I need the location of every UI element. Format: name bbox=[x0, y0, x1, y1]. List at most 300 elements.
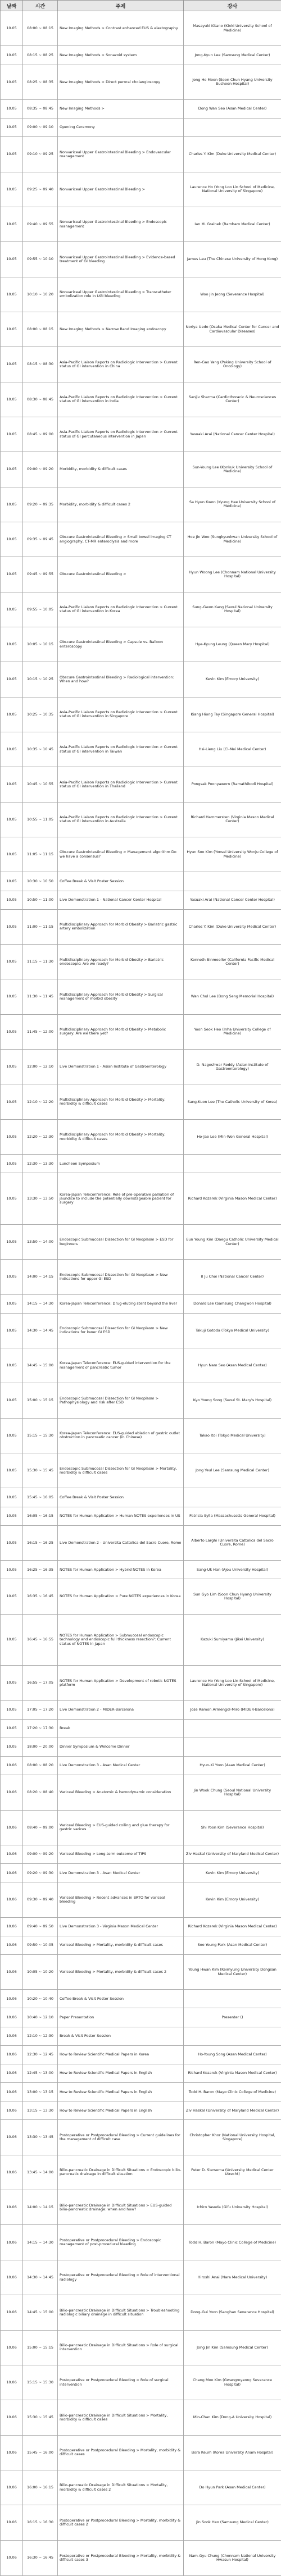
table-row bbox=[1, 891, 281, 909]
topic-cell: Live Demonstration 1 - National Cancer Center Hospital bbox=[58, 891, 184, 909]
speaker-cell: Chang Moo Kim (Gwangmyeong Severance Hospital) bbox=[184, 2365, 281, 2400]
topic-cell: Asia-Pacific Liaison Reports on Radiologic Intervention > Current status of GI intervention in Singapore bbox=[58, 697, 184, 732]
time-cell: 11:45 ~ 12:00 bbox=[23, 1014, 58, 1049]
time-cell: 08:00 ~ 08:15 bbox=[23, 11, 58, 46]
topic-cell: Korea-Japan Teleconference: Role of pre-operative palliation of jaundice to include the potentially downstageable patient for surgery bbox=[58, 1173, 184, 1225]
table-row bbox=[1, 417, 281, 452]
speaker-cell: Jong-Kyun Lee (Samsung Medical Center) bbox=[184, 46, 281, 65]
speaker-cell: Ian M. Gralnek (Rambam Medical Center) bbox=[184, 207, 281, 241]
date-cell: 10.05 bbox=[1, 802, 23, 837]
speaker-cell: Sun-Young Lee (Konkuk University School of Medicine) bbox=[184, 452, 281, 487]
time-cell: 15:15 ~ 15:30 bbox=[23, 1418, 58, 1453]
time-cell: 16:05 ~ 16:15 bbox=[23, 1507, 58, 1525]
time-cell: 09:00 ~ 09:20 bbox=[23, 1845, 58, 1863]
date-cell: 10.05 bbox=[1, 1084, 23, 1119]
speaker-cell: Kevin Kim (Emory University) bbox=[184, 662, 281, 697]
speaker-cell: Min-Chan Kim (Dong-A University Hospital) bbox=[184, 2400, 281, 2435]
date-cell: 10.06 bbox=[1, 2435, 23, 2470]
time-cell: 12:20 ~ 12:30 bbox=[23, 1119, 58, 1154]
table-row bbox=[1, 979, 281, 1014]
time-cell: 12:00 ~ 12:10 bbox=[23, 1050, 58, 1084]
table-row bbox=[1, 46, 281, 65]
speaker-cell: Richard Kozarek (Virginia Mason Medical Center) bbox=[184, 1173, 281, 1225]
speaker-cell: Jong Jin Kim (Samsung Medical Center) bbox=[184, 2330, 281, 2365]
time-cell: 10:50 ~ 11:00 bbox=[23, 891, 58, 909]
topic-cell: Endoscopic Submucosal Dissection for GI Neoplasm > Pathophysiology and risk after ESD bbox=[58, 1383, 184, 1418]
topic-cell: Obscure Gastrointestinal Bleeding > Management algorithm Do we have a consensus? bbox=[58, 837, 184, 872]
time-cell: 13:45 ~ 14:00 bbox=[23, 2155, 58, 2190]
time-cell: 15:15 ~ 15:30 bbox=[23, 2365, 58, 2400]
table-row bbox=[1, 1882, 281, 1917]
date-cell: 10.05 bbox=[1, 207, 23, 241]
topic-cell: NOTES for Human Application > Development of robotic NOTES platform bbox=[58, 1666, 184, 1700]
speaker-cell: Presenter () bbox=[184, 2008, 281, 2027]
speaker-cell: Laurence Ho (Yong Loo Lin School of Medicine, National University of Singapore) bbox=[184, 1666, 281, 1700]
time-cell: 09:20 ~ 09:30 bbox=[23, 1864, 58, 1882]
date-cell: 10.05 bbox=[1, 732, 23, 767]
table-row bbox=[1, 2365, 281, 2400]
table-row bbox=[1, 1864, 281, 1882]
table-row bbox=[1, 522, 281, 557]
time-cell: 11:15 ~ 11:30 bbox=[23, 945, 58, 979]
table-row bbox=[1, 837, 281, 872]
time-cell: 16:35 ~ 16:45 bbox=[23, 1579, 58, 1614]
speaker-cell: Hyun Nam Seo (Asan Medical Center) bbox=[184, 1348, 281, 1383]
table-row bbox=[1, 2045, 281, 2064]
table-row bbox=[1, 1757, 281, 1775]
topic-cell: How to Review Scientific Medical Papers in Korea bbox=[58, 2045, 184, 2064]
speaker-cell: Ichiro Yasuda (Gifu University Hospital) bbox=[184, 2190, 281, 2225]
date-cell: 10.05 bbox=[1, 137, 23, 172]
time-cell: 10:05 ~ 10:15 bbox=[23, 627, 58, 662]
topic-cell: Postoperative or Postprocedural Bleeding > Role of interventional radiology bbox=[58, 2260, 184, 2295]
date-cell: 10.06 bbox=[1, 2330, 23, 2365]
time-cell: 14:00 ~ 14:15 bbox=[23, 1260, 58, 1294]
table-row bbox=[1, 1294, 281, 1313]
time-cell: 09:40 ~ 09:50 bbox=[23, 1917, 58, 1936]
time-cell: 14:45 ~ 15:00 bbox=[23, 2295, 58, 2330]
table-row bbox=[1, 2400, 281, 2435]
table-row bbox=[1, 1917, 281, 1936]
table-row bbox=[1, 1666, 281, 1700]
topic-cell: Multidisciplinary Approach for Morbid Obesity > Mortality, morbidity & difficult cases bbox=[58, 1084, 184, 1119]
speaker-cell: Patricia Sylla (Massachusetts General Hospital) bbox=[184, 1507, 281, 1525]
speaker-cell: Alberto Larghi (Universita Cattolica del Sacro Cuore, Rome) bbox=[184, 1525, 281, 1560]
table-row bbox=[1, 2505, 281, 2540]
date-cell: 10.06 bbox=[1, 2190, 23, 2225]
time-cell: 08:40 ~ 09:00 bbox=[23, 1810, 58, 1845]
date-cell: 10.05 bbox=[1, 945, 23, 979]
time-cell: 09:20 ~ 09:35 bbox=[23, 487, 58, 522]
time-cell: 10:35 ~ 10:45 bbox=[23, 732, 58, 767]
topic-cell: NOTES for Human Application > Pure NOTES experiences in Korea bbox=[58, 1579, 184, 1614]
date-cell: 10.05 bbox=[1, 1014, 23, 1049]
date-cell: 10.05 bbox=[1, 1579, 23, 1614]
time-cell: 10:30 ~ 10:50 bbox=[23, 872, 58, 891]
speaker-cell: D. Nageshwar Reddy (Asian Institute of Gastroenterology) bbox=[184, 1050, 281, 1084]
table-row bbox=[1, 767, 281, 802]
date-cell: 10.06 bbox=[1, 2083, 23, 2101]
speaker-cell: Hyun-Ki Yoon (Asan Medical Center) bbox=[184, 1757, 281, 1775]
table-row bbox=[1, 2190, 281, 2225]
topic-cell: Bilio-pancreatic Drainage in Difficult Situations > EUS-guided bilio-pancreatic drainage: when and how? bbox=[58, 2190, 184, 2225]
date-cell: 10.05 bbox=[1, 891, 23, 909]
speaker-cell: Kyo Young Song (Seoul St. Mary's Hospital) bbox=[184, 1383, 281, 1418]
speaker-cell: Dong-Gui Yoon (Sanghan Severance Hospital) bbox=[184, 2295, 281, 2330]
time-cell: 10:05 ~ 10:20 bbox=[23, 1954, 58, 1989]
time-cell: 16:45 ~ 16:55 bbox=[23, 1614, 58, 1666]
speaker-cell: Jose Ramon Armengol-Miro (MIDER-Barcelona) bbox=[184, 1700, 281, 1719]
time-cell: 12:10 ~ 12:30 bbox=[23, 2027, 58, 2045]
date-cell: 10.06 bbox=[1, 2008, 23, 2027]
speaker-cell: Jong Ho Moon (Soon Chun Hyang University Bucheon Hospital) bbox=[184, 65, 281, 99]
time-cell: 08:35 ~ 08:45 bbox=[23, 99, 58, 118]
topic-cell: Korea-Japan Teleconference: EUS-guided intervention for the management of pancreatic tumor bbox=[58, 1348, 184, 1383]
table-row bbox=[1, 277, 281, 312]
topic-cell: New Imaging Methods > Narrow Band Imaging endoscopy bbox=[58, 312, 184, 346]
topic-cell: Live Demonstration 2 - MIDER-Barcelona bbox=[58, 1700, 184, 1719]
topic-cell: Multidisciplinary Approach for Morbid Obesity > Bariatric endoscopic: Are we ready? bbox=[58, 945, 184, 979]
date-cell: 10.05 bbox=[1, 99, 23, 118]
table-row bbox=[1, 627, 281, 662]
table-row bbox=[1, 1050, 281, 1084]
topic-cell: Dinner Symposium & Welcome Dinner bbox=[58, 1738, 184, 1756]
date-cell: 10.05 bbox=[1, 172, 23, 207]
time-cell: 16:15 ~ 16:25 bbox=[23, 1525, 58, 1560]
time-cell: 10:55 ~ 11:05 bbox=[23, 802, 58, 837]
time-cell: 09:45 ~ 09:55 bbox=[23, 557, 58, 592]
speaker-cell: Ho-Young Song (Asan Medical Center) bbox=[184, 2045, 281, 2064]
table-row bbox=[1, 1313, 281, 1348]
date-cell: 10.05 bbox=[1, 382, 23, 417]
date-cell: 10.06 bbox=[1, 2365, 23, 2400]
table-row bbox=[1, 172, 281, 207]
time-cell: 18:00 ~ 20:00 bbox=[23, 1738, 58, 1756]
table-row bbox=[1, 1488, 281, 1507]
time-cell: 15:00 ~ 15:15 bbox=[23, 2330, 58, 2365]
topic-cell: New Imaging Methods > Contrast enhanced EUS & elastography bbox=[58, 11, 184, 46]
time-cell: 09:30 ~ 09:40 bbox=[23, 1882, 58, 1917]
date-cell: 10.05 bbox=[1, 487, 23, 522]
table-row bbox=[1, 382, 281, 417]
date-cell: 10.05 bbox=[1, 417, 23, 452]
table-row bbox=[1, 1453, 281, 1488]
time-cell: 13:50 ~ 14:00 bbox=[23, 1224, 58, 1259]
table-row bbox=[1, 2064, 281, 2082]
date-cell: 10.05 bbox=[1, 1700, 23, 1719]
time-cell: 09:40 ~ 09:55 bbox=[23, 207, 58, 241]
topic-cell: Variceal Bleeding > Mortality, morbidity & difficult cases 2 bbox=[58, 1954, 184, 1989]
speaker-cell: Shi Yoon Kim (Severance Hospital) bbox=[184, 1810, 281, 1845]
date-cell: 10.05 bbox=[1, 1119, 23, 1154]
table-row bbox=[1, 557, 281, 592]
table-row bbox=[1, 1119, 281, 1154]
table-row bbox=[1, 909, 281, 944]
date-cell: 10.05 bbox=[1, 312, 23, 346]
topic-cell: Korea-Japan Teleconference: EUS-guided ablation of gastric outlet obstruction in pancreatic cancer (in Chinese) bbox=[58, 1418, 184, 1453]
table-row bbox=[1, 118, 281, 137]
header-time: 시간 bbox=[23, 1, 58, 11]
topic-cell: Korea-Japan Teleconference: Drug-eluting stent beyond the liver bbox=[58, 1294, 184, 1313]
topic-cell: Multidisciplinary Approach for Morbid Obesity > Mortality, morbidity & difficult cases bbox=[58, 1119, 184, 1154]
date-cell: 10.05 bbox=[1, 1666, 23, 1700]
date-cell: 10.06 bbox=[1, 2045, 23, 2064]
time-cell: 09:00 ~ 09:20 bbox=[23, 452, 58, 487]
table-row bbox=[1, 732, 281, 767]
time-cell: 16:30 ~ 16:45 bbox=[23, 2540, 58, 2575]
date-cell: 10.05 bbox=[1, 452, 23, 487]
table-row bbox=[1, 487, 281, 522]
date-cell: 10.06 bbox=[1, 2101, 23, 2120]
speaker-cell: Kevin Kim (Emory University) bbox=[184, 1864, 281, 1882]
topic-cell: Asia-Pacific Liaison Reports on Radiologic Intervention > Current status of GI intervention in China bbox=[58, 347, 184, 382]
topic-cell: Morbidity, morbidity & difficult cases bbox=[58, 452, 184, 487]
date-cell: 10.06 bbox=[1, 2155, 23, 2190]
time-cell: 14:30 ~ 14:45 bbox=[23, 1313, 58, 1348]
topic-cell: New Imaging Methods > bbox=[58, 99, 184, 118]
topic-cell: Variceal Bleeding > Mortality, morbidity & difficult cases bbox=[58, 1936, 184, 1954]
time-cell: 14:45 ~ 15:00 bbox=[23, 1348, 58, 1383]
topic-cell: NOTES for Human Application > Hybrid NOTES in Korea bbox=[58, 1561, 184, 1579]
table-row bbox=[1, 1775, 281, 1810]
topic-cell: Live Demonstration 3 - Virginia Mason Medical Center bbox=[58, 1917, 184, 1936]
time-cell: 12:30 ~ 13:30 bbox=[23, 1155, 58, 1173]
table-row bbox=[1, 872, 281, 891]
time-cell: 09:55 ~ 10:10 bbox=[23, 242, 58, 277]
speaker-cell: Sang-Uk Han (Ajou University Hospital) bbox=[184, 1561, 281, 1579]
table-row bbox=[1, 1224, 281, 1259]
time-cell: 08:20 ~ 08:40 bbox=[23, 1775, 58, 1810]
date-cell: 10.06 bbox=[1, 1990, 23, 2008]
speaker-cell: Woo Jin Jeong (Severance Hospital) bbox=[184, 277, 281, 312]
speaker-cell: Bora Keum (Korea University Anam Hospital) bbox=[184, 2435, 281, 2470]
table-row bbox=[1, 1990, 281, 2008]
date-cell: 10.05 bbox=[1, 767, 23, 802]
time-cell: 11:05 ~ 11:15 bbox=[23, 837, 58, 872]
topic-cell: NOTES for Human Application > Human NOTES experiences in US bbox=[58, 1507, 184, 1525]
topic-cell: Asia-Pacific Liaison Reports on Radiologic Intervention > Current status of GI percutaneous intervention in Japan bbox=[58, 417, 184, 452]
date-cell: 10.06 bbox=[1, 1864, 23, 1882]
topic-cell: Live Demonstration 2 - Universita Cattolica del Sacro Cuore, Rome bbox=[58, 1525, 184, 1560]
speaker-cell: Hsi-Lieng Liu (Cl-Mei Medical Center) bbox=[184, 732, 281, 767]
time-cell: 09:00 ~ 09:10 bbox=[23, 118, 58, 137]
topic-cell: Break & Visit Poster Session bbox=[58, 2027, 184, 2045]
table-row bbox=[1, 2435, 281, 2470]
table-row bbox=[1, 1614, 281, 1666]
speaker-cell: Noriya Uedo (Osaka Medical Center for Cancer and Cardiovascular Diseases) bbox=[184, 312, 281, 346]
table-row bbox=[1, 1579, 281, 1614]
time-cell: 08:25 ~ 08:35 bbox=[23, 65, 58, 99]
time-cell: 17:05 ~ 17:20 bbox=[23, 1700, 58, 1719]
table-row bbox=[1, 1173, 281, 1225]
speaker-cell: Hyun Soo Kim (Yonsei University Wonju College of Medicine) bbox=[184, 837, 281, 872]
topic-cell: Break bbox=[58, 1719, 184, 1738]
speaker-cell: Todd H. Baron (Mayo Clinic College of Medicine) bbox=[184, 2083, 281, 2101]
topic-cell: Obscure Gastrointestinal Bleeding > Radiological intervention: When and how? bbox=[58, 662, 184, 697]
topic-cell: Postoperative or Postprocedural Bleeding > Mortality, morbidity & difficult cases 3 bbox=[58, 2540, 184, 2575]
table-row bbox=[1, 242, 281, 277]
date-cell: 10.05 bbox=[1, 1050, 23, 1084]
table-row bbox=[1, 452, 281, 487]
time-cell: 08:15 ~ 08:30 bbox=[23, 347, 58, 382]
time-cell: 10:20 ~ 10:40 bbox=[23, 1990, 58, 2008]
table-row bbox=[1, 1936, 281, 1954]
table-row bbox=[1, 1507, 281, 1525]
time-cell: 17:20 ~ 17:30 bbox=[23, 1719, 58, 1738]
topic-cell: Bilio-pancreatic Drainage in Difficult Situations > Mortality, morbidity & difficult cases bbox=[58, 2400, 184, 2435]
time-cell: 10:40 ~ 12:10 bbox=[23, 2008, 58, 2027]
time-cell: 13:00 ~ 13:15 bbox=[23, 2083, 58, 2101]
topic-cell: How to Review Scientific Medical Papers in English bbox=[58, 2064, 184, 2082]
speaker-cell: Il Ju Choi (National Cancer Center) bbox=[184, 1260, 281, 1294]
speaker-cell: Yoon Seok Heo (Inha University College of Medicine) bbox=[184, 1014, 281, 1049]
table-row bbox=[1, 1719, 281, 1738]
speaker-cell: Dong Wan Seo (Asan Medical Center) bbox=[184, 99, 281, 118]
header-speaker: 강사 bbox=[184, 1, 281, 11]
date-cell: 10.05 bbox=[1, 1294, 23, 1313]
time-cell: 14:00 ~ 14:15 bbox=[23, 2190, 58, 2225]
topic-cell: Postoperative or Postprocedural Bleeding > Endoscopic management of post-procedural bleeding bbox=[58, 2225, 184, 2260]
topic-cell: Variceal Bleeding > Long-term outcome of TIPS bbox=[58, 1845, 184, 1863]
date-cell: 10.05 bbox=[1, 522, 23, 557]
topic-cell: Endoscopic Submucosal Dissection for GI Neoplasm > ESD for beginners bbox=[58, 1224, 184, 1259]
topic-cell: Luncheon Symposium bbox=[58, 1155, 184, 1173]
speaker-cell: Kiang Hiong Tay (Singapore General Hospital) bbox=[184, 697, 281, 732]
date-cell: 10.06 bbox=[1, 1845, 23, 1863]
topic-cell: Opening Ceremony bbox=[58, 118, 184, 137]
topic-cell: Asia-Pacific Liaison Reports on Radiologic Intervention > Current status of GI intervention in Australia bbox=[58, 802, 184, 837]
time-cell: 09:55 ~ 10:05 bbox=[23, 592, 58, 627]
speaker-cell: Takao Itoi (Tokyo Medical University) bbox=[184, 1418, 281, 1453]
speaker-cell bbox=[184, 1488, 281, 1507]
topic-cell: Live Demonstration 3 - Asan Medical Center bbox=[58, 1864, 184, 1882]
speaker-cell: Soo Young Park (Asan Medical Center) bbox=[184, 1936, 281, 1954]
time-cell: 11:00 ~ 11:15 bbox=[23, 909, 58, 944]
table-row bbox=[1, 697, 281, 732]
table-row bbox=[1, 312, 281, 346]
speaker-cell: Yasuaki Arai (National Cancer Center Hospital) bbox=[184, 417, 281, 452]
table-row bbox=[1, 1348, 281, 1383]
time-cell: 08:30 ~ 08:45 bbox=[23, 382, 58, 417]
topic-cell: Endoscopic Submucosal Dissection for GI Neoplasm > New indications for lower GI ESD bbox=[58, 1313, 184, 1348]
topic-cell: Endoscopic Submucosal Dissection for GI Neoplasm > New indications for upper GI ESD bbox=[58, 1260, 184, 1294]
date-cell: 10.05 bbox=[1, 837, 23, 872]
date-cell: 10.05 bbox=[1, 118, 23, 137]
speaker-cell: Kevin Kim (Emory University) bbox=[184, 1882, 281, 1917]
table-row bbox=[1, 1383, 281, 1418]
speaker-cell: Peter D. Siersema (University Medical Center Utrecht) bbox=[184, 2155, 281, 2190]
speaker-cell: Jin Wook Chung (Seoul National University Hospital) bbox=[184, 1775, 281, 1810]
time-cell: 08:45 ~ 09:00 bbox=[23, 417, 58, 452]
date-cell: 10.05 bbox=[1, 1561, 23, 1579]
date-cell: 10.06 bbox=[1, 1882, 23, 1917]
table-row bbox=[1, 2008, 281, 2027]
time-cell: 16:00 ~ 16:15 bbox=[23, 2470, 58, 2505]
speaker-cell: Ho-Jae Lee (Min-Won General Hospital) bbox=[184, 1119, 281, 1154]
time-cell: 09:25 ~ 09:40 bbox=[23, 172, 58, 207]
time-cell: 14:15 ~ 14:30 bbox=[23, 2225, 58, 2260]
topic-cell: Live Demonstration 3 - Asan Medical Center bbox=[58, 1757, 184, 1775]
header-row bbox=[1, 1, 281, 11]
speaker-cell bbox=[184, 1155, 281, 1173]
speaker-cell bbox=[184, 118, 281, 137]
table-row bbox=[1, 1954, 281, 1989]
date-cell: 10.06 bbox=[1, 2027, 23, 2045]
date-cell: 10.06 bbox=[1, 1775, 23, 1810]
table-row bbox=[1, 1845, 281, 1863]
topic-cell: Obscure Gastrointestinal Bleeding > bbox=[58, 557, 184, 592]
speaker-cell: Young Hwan Kim (Keimyung University Dongsan Medical Center) bbox=[184, 1954, 281, 1989]
schedule-body bbox=[1, 11, 281, 2576]
date-cell: 10.05 bbox=[1, 65, 23, 99]
topic-cell: Nonvariceal Upper Gastrointestinal Bleeding > Endovascular management bbox=[58, 137, 184, 172]
topic-cell: Asia-Pacific Liaison Reports on Radiologic Intervention > Current status of GI intervention in Thailand bbox=[58, 767, 184, 802]
speaker-cell bbox=[184, 872, 281, 891]
speaker-cell: Richard Kozarek (Virginia Mason Medical Center) bbox=[184, 1917, 281, 1936]
speaker-cell: Sung-Gwon Kang (Seoul National University Hospital) bbox=[184, 592, 281, 627]
table-row bbox=[1, 2540, 281, 2575]
date-cell: 10.05 bbox=[1, 909, 23, 944]
date-cell: 10.06 bbox=[1, 1936, 23, 1954]
time-cell: 08:15 ~ 08:25 bbox=[23, 46, 58, 65]
time-cell: 16:25 ~ 16:35 bbox=[23, 1561, 58, 1579]
speaker-cell: Sa Hyun Kwon (Kyung Hee University School of Medicine) bbox=[184, 487, 281, 522]
topic-cell: Postoperative or Postprocedural Bleeding > Current guidelines for the management of difficult case bbox=[58, 2120, 184, 2155]
table-row bbox=[1, 1155, 281, 1173]
date-cell: 10.06 bbox=[1, 2540, 23, 2575]
date-cell: 10.05 bbox=[1, 1738, 23, 1756]
topic-cell: Coffee Break & Visit Poster Session bbox=[58, 1990, 184, 2008]
table-row bbox=[1, 137, 281, 172]
topic-cell: Nonvariceal Upper Gastrointestinal Bleeding > Transcatheter embolization role in UGI bleeding bbox=[58, 277, 184, 312]
time-cell: 09:35 ~ 09:45 bbox=[23, 522, 58, 557]
date-cell: 10.05 bbox=[1, 979, 23, 1014]
date-cell: 10.05 bbox=[1, 1224, 23, 1259]
table-row bbox=[1, 2260, 281, 2295]
table-row bbox=[1, 65, 281, 99]
table-row bbox=[1, 2083, 281, 2101]
table-row bbox=[1, 1700, 281, 1719]
topic-cell: Postoperative or Postprocedural Bleeding > Role of surgical intervention bbox=[58, 2365, 184, 2400]
speaker-cell: Hye-Kyung Leung (Queen Mary Hospital) bbox=[184, 627, 281, 662]
time-cell: 10:15 ~ 10:25 bbox=[23, 662, 58, 697]
date-cell: 10.06 bbox=[1, 2400, 23, 2435]
time-cell: 08:00 ~ 08:20 bbox=[23, 1757, 58, 1775]
speaker-cell: Charles Y. Kim (Duke University Medical Center) bbox=[184, 909, 281, 944]
topic-cell: Bilio-pancreatic Drainage in Difficult Situations > Endoscopic bilio-pancreatic drainage in difficult situation bbox=[58, 2155, 184, 2190]
table-row bbox=[1, 1738, 281, 1756]
time-cell: 12:10 ~ 12:20 bbox=[23, 1084, 58, 1119]
speaker-cell: Richard Hammersten (Virginia Mason Medical Center) bbox=[184, 802, 281, 837]
topic-cell: Nonvariceal Upper Gastrointestinal Bleeding > Endoscopic management bbox=[58, 207, 184, 241]
date-cell: 10.06 bbox=[1, 2505, 23, 2540]
date-cell: 10.05 bbox=[1, 1453, 23, 1488]
date-cell: 10.05 bbox=[1, 1507, 23, 1525]
time-cell: 15:45 ~ 16:00 bbox=[23, 2435, 58, 2470]
date-cell: 10.06 bbox=[1, 2295, 23, 2330]
speaker-cell: Ziv Haskal (University of Maryland Medical Center) bbox=[184, 1845, 281, 1863]
table-row bbox=[1, 1418, 281, 1453]
topic-cell: Endoscopic Submucosal Dissection for GI Neoplasm > Mortality, morbidity & difficult cases bbox=[58, 1453, 184, 1488]
date-cell: 10.05 bbox=[1, 662, 23, 697]
topic-cell: New Imaging Methods > Direct peroral cholangioscopy bbox=[58, 65, 184, 99]
speaker-cell: Pongsak Poonyaworn (Ramathibodi Hospital) bbox=[184, 767, 281, 802]
date-cell: 10.05 bbox=[1, 1155, 23, 1173]
speaker-cell: Hiroshi Anai (Nara Medical University) bbox=[184, 2260, 281, 2295]
speaker-cell: Jong Yeul Lee (Samsung Medical Center) bbox=[184, 1453, 281, 1488]
topic-cell: Obscure Gastrointestinal Bleeding > Capsule vs. Balloon enteroscopy bbox=[58, 627, 184, 662]
topic-cell: How to Review Scientific Medical Papers in English bbox=[58, 2083, 184, 2101]
